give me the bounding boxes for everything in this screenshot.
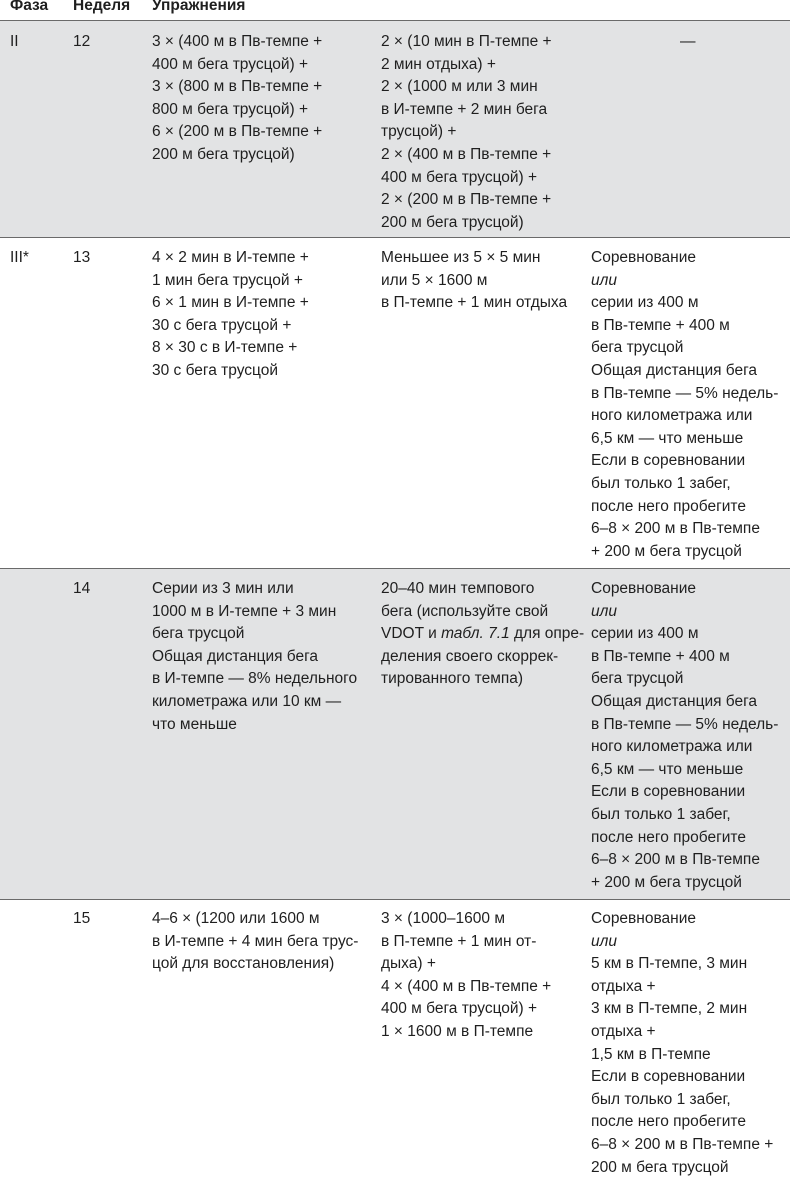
exercise-cell-2 bbox=[381, 578, 584, 691]
exercise-cell-2: Меньшее из 5 × 5 мин или 5 × 1600 м в П-темпе + 1 мин отдыха bbox=[381, 249, 568, 312]
exercise-cell-2: 2 × (10 мин в П-темпе + 2 мин отдыха) + 2 × (1000 м или 3 мин в И-темпе + 2 мин бега трусцой) + 2 × (400 м в Пв-темпе + 400 м бега трусцой) + 2 × (200 м в Пв-темпе + 200 м бега трусцой) bbox=[381, 33, 552, 231]
table-row bbox=[0, 569, 790, 899]
header-exercises: Упражнения bbox=[152, 0, 246, 14]
exercise-cell-2-text-pre: 20–40 мин темпового бега (используйте свой VDOT и bbox=[381, 580, 549, 643]
exercise-cell-1: 3 × (400 м в Пв-темпе + 400 м бега трусцой) + 3 × (800 м в Пв-темпе + 800 м бега трусцой) + 6 × (200 м в Пв-темпе + 200 м бега трусцой) bbox=[152, 33, 323, 163]
exercise-cell-2-text-post: для опре- деления своего скоррек- тированного темпа) bbox=[381, 625, 585, 688]
week-cell: 12 bbox=[73, 33, 91, 50]
header-phase: Фаза bbox=[10, 0, 49, 14]
exercise-cell-1: 4 × 2 мин в И-темпе + 1 мин бега трусцой + 6 × 1 мин в И-темпе + 30 с бега трусцой + 8 × 30 с в И-темпе + 30 с бега трусцой bbox=[152, 249, 309, 379]
exercise-cell-3 bbox=[591, 578, 778, 894]
competition-label: Соревнование bbox=[591, 249, 696, 266]
table-row bbox=[0, 238, 790, 568]
competition-label: Соревнование bbox=[591, 910, 696, 927]
exercise-cell-1: Серии из 3 мин или 1000 м в И-темпе + 3 мин бега трусцой Общая дистанция бега в И-темпе — 8% недельного километража или 10 км — что меньше bbox=[152, 580, 358, 733]
table-row bbox=[0, 900, 790, 1179]
or-label: или bbox=[591, 602, 617, 620]
phase-cell: II bbox=[10, 33, 19, 50]
phase-cell: III* bbox=[10, 249, 29, 266]
week-cell: 13 bbox=[73, 249, 91, 266]
week-cell: 15 bbox=[73, 910, 91, 927]
exercise-cell-3-text: серии из 400 м в Пв-темпе + 400 м бега трусцой Общая дистанция бега в Пв-темпе — 5% недель- ного километража или 6,5 км — что меньше Если в соревновании был только 1 забег, после него пробегите 6–8 × 200 м в Пв-темпе + 200 м бега трусцой bbox=[591, 294, 779, 560]
week-cell: 14 bbox=[73, 580, 91, 597]
header-week: Неделя bbox=[73, 0, 131, 14]
exercise-cell-3-text: 5 км в П-темпе, 3 мин отдыха + 3 км в П-темпе, 2 мин отдыха + 1,5 км в П-темпе Если в соревновании был только 1 забег, после него пробегите 6–8 × 200 м в Пв-темпе + 200 м бега трусцой bbox=[591, 955, 774, 1176]
exercise-cell-3 bbox=[591, 908, 773, 1179]
exercise-cell-3-text: серии из 400 м в Пв-темпе + 400 м бега трусцой Общая дистанция бега в Пв-темпе — 5% недель- ного километража или 6,5 км — что меньше Если в соревновании был только 1 забег, после него пробегите 6–8 × 200 м в Пв-темпе + 200 м бега трусцой bbox=[591, 625, 779, 891]
table-row bbox=[0, 21, 790, 237]
or-label: или bbox=[591, 932, 617, 950]
exercise-cell-3: — bbox=[680, 33, 696, 50]
competition-label: Соревнование bbox=[591, 580, 696, 597]
table-reference: табл. 7.1 bbox=[441, 625, 510, 643]
or-label: или bbox=[591, 271, 617, 289]
exercise-cell-3 bbox=[591, 247, 778, 563]
exercise-cell-1: 4–6 × (1200 или 1600 м в И-темпе + 4 мин бега трус- цой для восстановления) bbox=[152, 910, 359, 973]
table-header bbox=[0, 0, 790, 20]
exercise-cell-2: 3 × (1000–1600 м в П-темпе + 1 мин от- дыха) + 4 × (400 м в Пв-темпе + 400 м бега трусцой) + 1 × 1600 м в П-темпе bbox=[381, 910, 552, 1040]
